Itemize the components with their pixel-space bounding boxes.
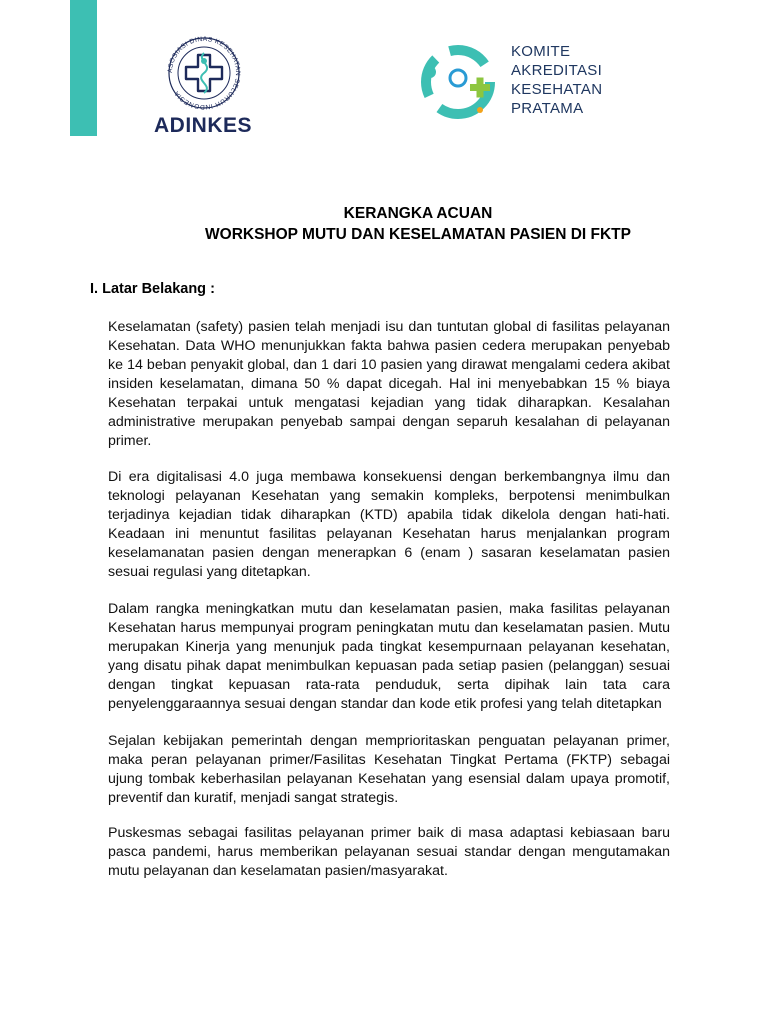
kars-emblem-icon [410, 38, 510, 128]
kars-text [511, 42, 602, 118]
kars-line-1: KOMITE [511, 43, 571, 60]
adinkes-emblem-icon [158, 35, 250, 113]
document-title: KERANGKA ACUAN [343, 205, 493, 222]
paragraph-2: Di era digitalisasi 4.0 juga membawa konsekuensi dengan berkembangnya ilmu dan teknologi pelayanan Kesehatan yang semakin kompleks, berpotensi menimbulkan terjadinya kejadian tidak diharapkan (KTD) apabila tidak dikelola dengan hati-hati. Keadaan ini menuntut fasilitas pelayanan Kesehatan harus menjalankan program keselamanatan pasien dengan menerapkan 6 (enam ) sasaran keselamatan pasien sesuai regulasi yang ditetapkan. [108, 469, 670, 580]
adinkes-logo [148, 35, 260, 135]
section-heading: I. Latar Belakang : [90, 281, 215, 297]
kars-line-2: AKREDITASI [511, 62, 603, 79]
header-accent-bar [70, 0, 97, 136]
kars-line-3: KESEHATAN [511, 81, 603, 98]
kars-logo [410, 38, 603, 128]
document-subtitle: WORKSHOP MUTU DAN KESELAMATAN PASIEN DI FKTP [205, 226, 631, 243]
paragraph-5: Puskesmas sebagai fasilitas pelayanan primer baik di masa adaptasi kebiasaan baru pasca pandemi, harus memberikan pelayanan sesuai standar dengan mengutamakan mutu pelayanan dan keselamatan pasien/masyarakat. [108, 825, 670, 879]
paragraph-3: Dalam rangka meningkatkan mutu dan keselamatan pasien, maka fasilitas pelayanan Kesehatan harus mempunyai program peningkatan mutu dan keselamatan pasien. Mutu merupakan Kinerja yang menunjuk pada tingkat kesempurnaan pelayanan kesehatan, yang disatu pihak dapat menimbulkan kepuasan pada setiap pasien (pelanggan) sesuai dengan tingkat kepuasan rata-rata penduduk, serta dipihak lain tata cara penyelenggaraannya sesuai dengan standar dan kode etik profesi yang telah ditetapkan [108, 601, 670, 712]
adinkes-name: ADINKES [154, 114, 253, 137]
adinkes-ring-text: ASOSIASI DINAS KESEHATAN SELURUH INDONESIA [166, 35, 242, 111]
paragraph-4: Sejalan kebijakan pemerintah dengan memprioritaskan penguatan pelayanan primer, maka peran pelayanan primer/Fasilitas Kesehatan Tingkat Pertama (FKTP) sebagai ujung tombak keberhasilan pelayanan Kesehatan yang esensial dalam upaya promotif, preventif dan kuratif, menjadi sangat strategis. [108, 733, 670, 806]
paragraph-1: Keselamatan (safety) pasien telah menjadi isu dan tuntutan global di fasilitas pelayanan Kesehatan. Data WHO menunjukkan fakta bahwa pasien cedera merupakan penyebab ke 14 beban penyakit global, dan 1 dari 10 pasien yang dirawat mengalami cedera akibat insiden keselamatan, dimana 50 % dapat dicegah. Hal ini menyebabkan 15 % biaya Kesehatan terpakai untuk mengatasi kejadian yang tidak diharapkan. Kesalahan administrative merupakan penyebab sampai dengan separuh kesalahan di pelayanan primer. [108, 319, 670, 449]
kars-line-4: PRATAMA [511, 100, 584, 117]
